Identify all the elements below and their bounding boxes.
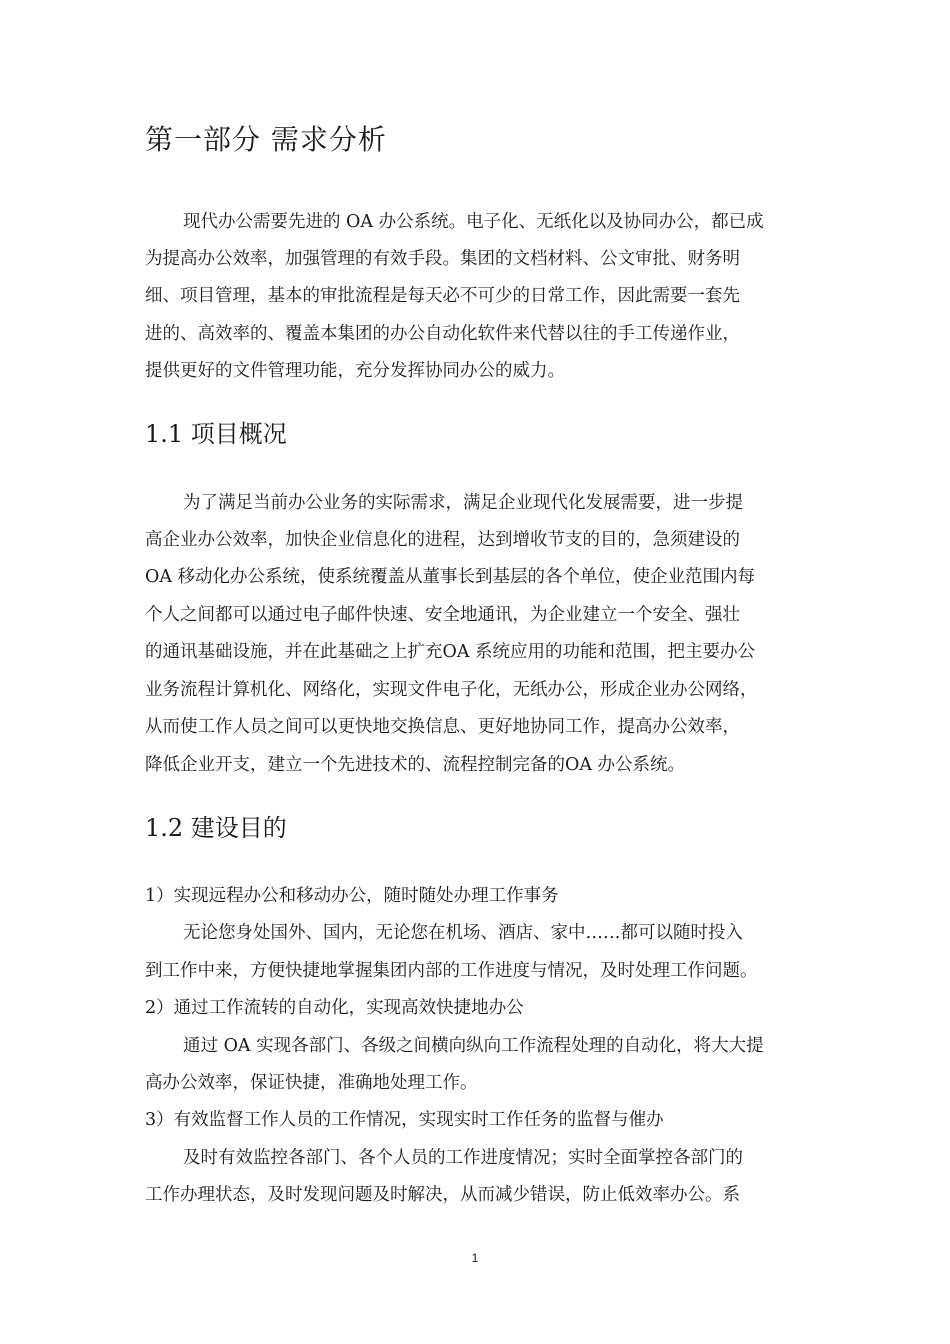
- intro-line: 进的、高效率的、覆盖本集团的办公自动化软件来代替以往的手工传递作业，: [145, 324, 740, 344]
- intro-line: 为提高办公效率，加强管理的有效手段。集团的文档材料、公文审批、财务明: [145, 249, 740, 269]
- page-number: 1: [471, 1251, 479, 1265]
- page-title: 第一部分 需求分析: [145, 123, 387, 156]
- goal-item-line: 高办公效率，保证快捷，准确地处理工作。: [145, 1073, 478, 1093]
- goal-item-line: 无论您身处国外、国内，无论您在机场、酒店、家中……都可以随时投入: [183, 923, 743, 943]
- goal-item-line: 及时有效监控各部门、各个人员的工作进度情况；实时全面掌控各部门的: [183, 1148, 743, 1168]
- goal-item-line: 通过 OA 实现各部门、各级之间横向纵向工作流程处理的自动化，将大大提: [183, 1036, 764, 1056]
- goal-item-title: 3）有效监督工作人员的工作情况，实现实时工作任务的监督与催办: [145, 1110, 664, 1130]
- goal-item-line: 工作办理状态，及时发现问题及时解决，从而减少错误，防止低效率办公。系: [145, 1185, 740, 1205]
- section1-line: 的通讯基础设施，并在此基础之上扩充OA 系统应用的功能和范围，把主要办公: [145, 642, 756, 662]
- goal-item-title: 2）通过工作流转的自动化，实现高效快捷地办公: [145, 998, 524, 1018]
- section1-line: 从而使工作人员之间可以更快地交换信息、更好地协同工作，提高办公效率，: [145, 717, 740, 737]
- section-heading-1-1: 1.1 项目概况: [145, 420, 287, 448]
- section1-line: 高企业办公效率，加快企业信息化的进程，达到增收节支的目的，急须建设的: [145, 530, 740, 550]
- goal-item-line: 到工作中来，方便快捷地掌握集团内部的工作进度与情况，及时处理工作问题。: [145, 961, 758, 981]
- section1-line: 降低企业开支，建立一个先进技术的、流程控制完备的OA 办公系统。: [145, 755, 686, 775]
- goal-item-title: 1）实现远程办公和移动办公，随时随处办理工作事务: [145, 886, 559, 906]
- section1-line: 个人之间都可以通过电子邮件快速、安全地通讯，为企业建立一个安全、强壮: [145, 605, 740, 625]
- section-heading-1-2: 1.2 建设目的: [145, 814, 287, 842]
- section1-line: 业务流程计算机化、网络化，实现文件电子化，无纸办公，形成企业办公网络，: [145, 680, 758, 700]
- intro-line: 现代办公需要先进的 OA 办公系统。电子化、无纸化以及协同办公，都已成: [183, 212, 764, 232]
- intro-line: 细、项目管理，基本的审批流程是每天必不可少的日常工作，因此需要一套先: [145, 286, 740, 306]
- section1-line: 为了满足当前办公业务的实际需求，满足企业现代化发展需要，进一步提: [183, 493, 743, 513]
- section1-line: OA 移动化办公系统，使系统覆盖从董事长到基层的各个单位，使企业范围内每: [145, 567, 756, 587]
- intro-line: 提供更好的文件管理功能，充分发挥协同办公的威力。: [145, 361, 565, 381]
